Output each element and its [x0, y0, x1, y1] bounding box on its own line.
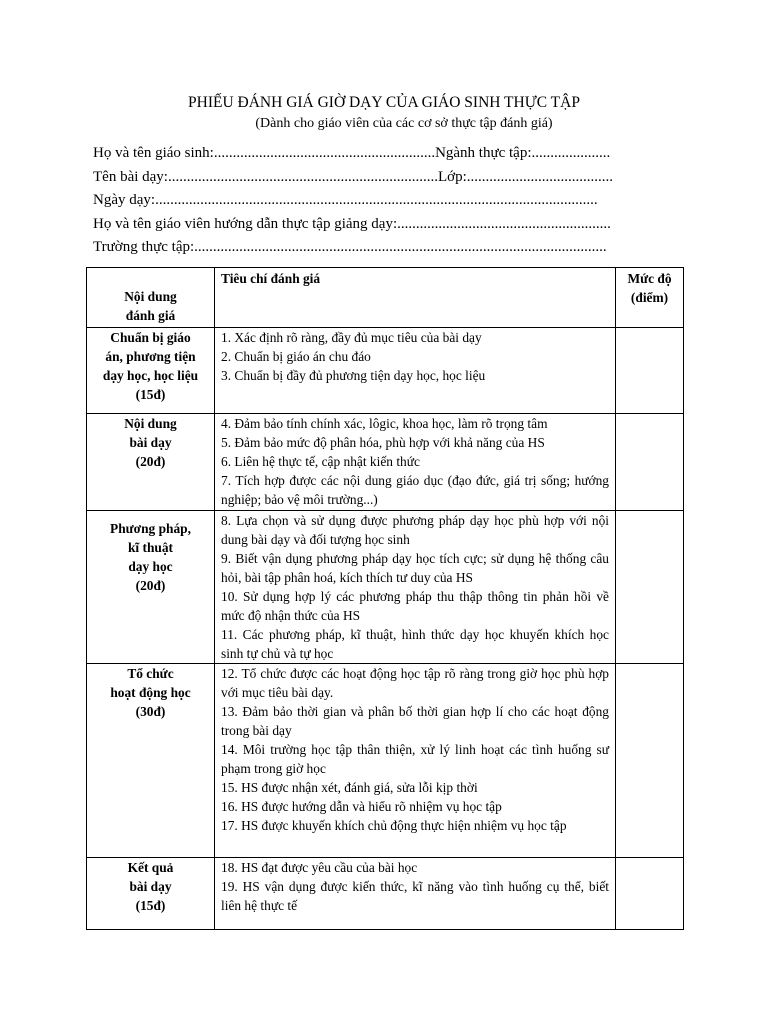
- criterion-item: 9. Biết vận dụng phương pháp dạy học tích cực; sử dụng hệ thống câu hỏi, bài tập phân hoá, kích thích tư duy của HS: [221, 551, 609, 585]
- section-name-line: bài dạy: [129, 879, 172, 894]
- teaching-date-field: Ngày dạy:......................................................................................................................: [93, 192, 598, 208]
- criterion-item: 15. HS được nhận xét, đánh giá, sửa lỗi kịp thời: [221, 780, 478, 795]
- header-score-line1: Mức độ: [627, 271, 672, 286]
- criterion-item: 16. HS được hướng dẫn và hiểu rõ nhiệm vụ học tập: [221, 799, 502, 814]
- section-name-line: Nội dung: [124, 416, 177, 431]
- criteria-cell: [215, 328, 616, 414]
- criteria-cell: [215, 858, 616, 930]
- header-score-line2: (điểm): [630, 290, 669, 305]
- score-cell[interactable]: [616, 414, 684, 511]
- form-title: PHIẾU ĐÁNH GIÁ GIỜ DẠY CỦA GIÁO SINH THỰC TẬP: [188, 94, 580, 111]
- score-cell[interactable]: [616, 664, 684, 858]
- criterion-item: 6. Liên hệ thực tế, cập nhật kiến thức: [221, 454, 420, 469]
- section-name-line: Kết quả: [127, 860, 174, 875]
- table-row: [87, 511, 684, 664]
- section-name-line: (15đ): [135, 387, 166, 402]
- criterion-item: 18. HS đạt được yêu cầu của bài học: [221, 860, 418, 875]
- header-content-line2: đánh giá: [125, 308, 176, 323]
- form-subtitle: (Dành cho giáo viên của các cơ sở thực tập đánh giá): [255, 116, 553, 131]
- table-header-row: [87, 268, 684, 328]
- criterion-item: 3. Chuẩn bị đầy đủ phương tiện dạy học, học liệu: [221, 368, 486, 383]
- criterion-item: 13. Đảm bảo thời gian và phân bố thời gian hợp lí cho các hoạt động trong bài dạy: [221, 704, 609, 738]
- section-name-cell: [87, 511, 215, 664]
- info-fields: [93, 142, 693, 260]
- evaluation-table: [86, 267, 684, 930]
- criterion-item: 10. Sử dụng hợp lý các phương pháp thu thập thông tin phản hồi về mức độ nhận thức của HS: [221, 589, 609, 623]
- mentor-name-field: Họ và tên giáo viên hướng dẫn thực tập giảng dạy:.........................................................: [93, 215, 611, 232]
- header-content-cell: [87, 268, 215, 328]
- section-name-cell: [87, 858, 215, 930]
- header-score-cell: [616, 268, 684, 328]
- section-name-line: dạy học: [128, 559, 173, 574]
- table-row: [87, 664, 684, 858]
- section-name-line: dạy học, học liệu: [102, 368, 199, 383]
- section-name-line: (15đ): [135, 898, 166, 913]
- criterion-item: 19. HS vận dụng được kiến thức, kĩ năng vào tình huống cụ thể, biết liên hệ thực tế: [221, 879, 609, 913]
- criterion-item: 8. Lựa chọn và sử dụng được phương pháp dạy học phù hợp với nội dung bài dạy và đối tượng học sinh: [221, 513, 609, 547]
- criteria-cell: [215, 664, 616, 858]
- section-name-line: Phương pháp,: [110, 521, 191, 536]
- criteria-cell: [215, 414, 616, 511]
- section-name-line: hoạt động học: [110, 685, 191, 700]
- criteria-cell: [215, 511, 616, 664]
- section-name-cell: [87, 328, 215, 414]
- criterion-item: 2. Chuẩn bị giáo án chu đáo: [221, 349, 371, 364]
- table-row: [87, 328, 684, 414]
- section-name-line: kĩ thuật: [127, 540, 174, 555]
- header-content-line1: Nội dung: [124, 289, 177, 304]
- student-name-field: Họ và tên giáo sinh:...........................................................Ngành thực tập:.....................: [93, 145, 611, 161]
- criterion-item: 1. Xác định rõ ràng, đầy đủ mục tiêu của bài dạy: [221, 330, 482, 345]
- section-name-line: (30đ): [135, 704, 166, 719]
- section-name-line: (20đ): [135, 578, 166, 593]
- criterion-item: 7. Tích hợp được các nội dung giáo dục (đạo đức, giá trị sống; hướng nghiệp; bảo vệ môi trường...): [221, 473, 609, 507]
- section-name-line: Chuẩn bị giáo: [110, 330, 191, 345]
- section-name-cell: [87, 664, 215, 858]
- criterion-item: 5. Đảm bảo mức độ phân hóa, phù hợp với khả năng của HS: [221, 435, 545, 450]
- criterion-item: 17. HS được khuyến khích chủ động thực hiện nhiệm vụ học tập: [221, 818, 567, 833]
- table-row: [87, 414, 684, 511]
- criterion-item: 12. Tổ chức được các hoạt động học tập rõ ràng trong giờ học phù hợp với mục tiêu bài dạy.: [221, 666, 609, 700]
- table-row: [87, 858, 684, 930]
- section-name-line: Tổ chức: [127, 666, 174, 681]
- school-field: Trường thực tập:..............................................................................................................: [93, 239, 607, 255]
- score-cell[interactable]: [616, 328, 684, 414]
- section-name-line: (20đ): [135, 454, 166, 469]
- score-cell[interactable]: [616, 858, 684, 930]
- section-name-line: bài dạy: [129, 435, 172, 450]
- criterion-item: 14. Môi trường học tập thân thiện, xử lý linh hoạt các tình huống sư phạm trong giờ học: [221, 742, 609, 776]
- score-cell[interactable]: [616, 511, 684, 664]
- section-name-cell: [87, 414, 215, 511]
- header-criteria-cell: Tiêu chí đánh giá: [215, 268, 616, 328]
- criterion-item: 11. Các phương pháp, kĩ thuật, hình thức dạy học khuyến khích học sinh tự chủ và tự học: [221, 627, 609, 661]
- criterion-item: 4. Đảm bảo tính chính xác, lôgic, khoa học, làm rõ trọng tâm: [221, 416, 548, 431]
- lesson-name-field: Tên bài dạy:........................................................................Lớp:.......................................: [93, 168, 613, 185]
- section-name-line: án, phương tiện: [105, 349, 196, 364]
